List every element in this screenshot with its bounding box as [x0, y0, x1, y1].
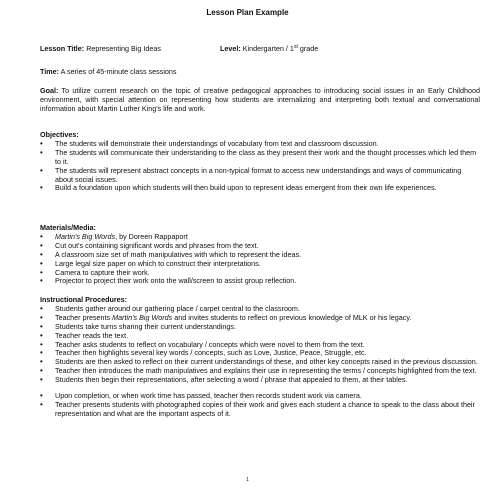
list-item: • Students then begin their representations, after selecting a word / phrase that appealed to them, at their tables. [40, 376, 480, 385]
goal-paragraph [40, 87, 480, 114]
list-item: • Teacher asks students to reflect on vocabulary / concepts which were novel to them from the text. [40, 341, 480, 350]
list-item: • The students will represent abstract concepts in a non-typical format to access new understandings and ways of communicating about social issues. [40, 167, 480, 185]
level-label: Level: [220, 44, 241, 53]
goal-text: To utilize current research on the topic of creative pedagogical approaches to introducing social issues in an Early Childhood environment, with special attention on representing how students are internalizing and interpreting both textual and conversational information about Martin Luther King's life and work. [40, 86, 481, 113]
list-item: • Camera to capture their work. [40, 269, 480, 278]
lesson-title-label: Lesson Title: [40, 44, 85, 53]
list-item: • Build a foundation upon which students will then build upon to represent ideas emergent from their own life experiences. [40, 184, 480, 193]
list-item: • Students are then asked to reflect on their current understandings of these, and other key concepts raised in the previous discussion. [40, 358, 480, 367]
materials-list [40, 233, 480, 286]
procedures-section [40, 296, 480, 419]
list-item: • Teacher then highlights several key words / concepts, such as Love, Justice, Peace, Struggle, etc. [40, 349, 480, 358]
materials-heading: Materials/Media: [40, 223, 96, 232]
list-item: • Martin's Big Words, by Doreen Rappaport [40, 233, 480, 242]
lesson-title-value: Representing Big Ideas [86, 44, 161, 53]
list-item: • Teacher presents Martin's Big Words and invites students to reflect on previous knowledge of MLK or his legacy. [40, 314, 480, 323]
book-title: Martin's Big Words [55, 231, 116, 241]
objectives-list [40, 140, 480, 193]
procedures-heading: Instructional Procedures: [40, 295, 128, 304]
list-item: • Upon completion, or when work time has passed, teacher then records student work via camera. [40, 392, 480, 401]
materials-section [40, 224, 480, 286]
page-number: 1 [246, 477, 249, 483]
list-item: • Teacher reads the text. [40, 332, 480, 341]
time-label: Time: [40, 67, 60, 76]
book-title: Martin's Big Words [112, 312, 173, 322]
list-item: • Large legal size paper on which to construct their interpretations. [40, 260, 480, 269]
document-title: Lesson Plan Example [206, 8, 289, 17]
list-item: • Teacher then introduces the math manipulatives and explains their use in representing the terms / concepts highlighted from the text. [40, 367, 480, 376]
goal-label: Goal: [40, 86, 59, 95]
list-item: • Students gather around our gathering place / carpet central to the classroom. [40, 305, 480, 314]
time-line [40, 68, 470, 77]
list-item: • A classroom size set of math manipulatives with which to represent the ideas. [40, 251, 480, 260]
list-item: • Cut out's containing significant words and phrases from the text. [40, 242, 480, 251]
level-value: Kindergarten / 1st grade [242, 44, 319, 53]
level-field [220, 45, 318, 54]
list-item: • The students will demonstrate their understandings of vocabulary from text and classroom discussion. [40, 140, 480, 149]
objectives-heading: Objectives: [40, 130, 79, 139]
list-item: • The students will communicate their understanding to the class as they present their work and the thought processes which led them to it. [40, 149, 480, 167]
lesson-title-line [40, 45, 470, 54]
procedures-after-list [40, 392, 480, 419]
objectives-section [40, 131, 480, 193]
list-item: • Students take turns sharing their current understandings. [40, 323, 480, 332]
procedures-list [40, 305, 480, 385]
list-item: • Projector to project their work onto the wall/screen to assist group reflection. [40, 277, 480, 286]
list-item: • Teacher presents students with photographed copies of their work and gives each student a chance to speak to the class about their representation and what are the important aspects of it. [40, 401, 480, 419]
time-value: A series of 45-minute class sessions [60, 67, 177, 76]
